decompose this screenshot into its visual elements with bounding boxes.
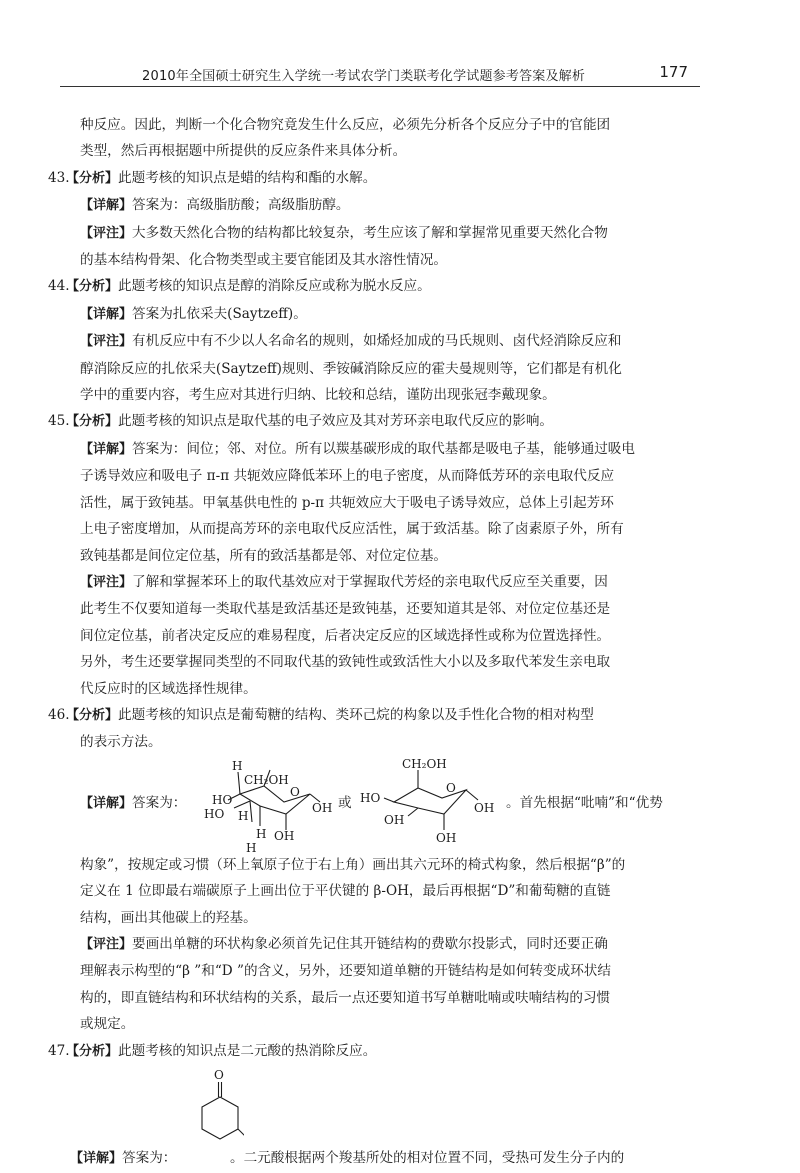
question-44-comment [66,328,706,355]
text-span: 此题考核的知识点是醇的消除反应或称为脱水反应。 [118,278,431,295]
tag-detail: 【详解】 [80,795,133,811]
question-number: 47. [48,1042,70,1059]
tag-analysis: 【分析】 [66,279,119,295]
spacer [66,1065,706,1143]
text-line: 种反应。因此，判断一个化合物究竟发生什么反应，必须先分析各个反应分子中的官能团 [80,117,611,133]
or-word: 或 [338,794,352,811]
question-number: 43. [48,169,70,186]
tag-detail: 【详解】 [80,198,133,214]
question-45-answer [66,436,706,463]
text-line: 构的，即直链结构和环状结构的关系，最后一点还要知道书写单糖吡喃或呋喃结构的习惯 [80,989,611,1006]
text-span: 此题考核的知识点是葡萄糖的结构、类环己烷的构象以及手性化合物的相对构型 [118,706,594,723]
tag-comment: 【评注】 [80,225,133,241]
text-span: 要画出单糖的环状构象必须首先记住其开链结构的费歇尔投影式，同时还要正确 [132,935,608,952]
text-span: 答案为扎依采夫(Saytzeff)。 [132,305,307,322]
glucose2-oh-1: OH [384,812,405,827]
glucose1-oh-1: OH [274,828,295,843]
question-44-answer [66,301,706,328]
text-line: 理解表示构型的“β ”和“D ”的含义，另外，还要知道单糖的开链结构是如何转变成环状结 [80,963,611,980]
text-line: 上电子密度增加，从而提高芳环的亲电取代反应活性，属于致活基。除了卤素原子外，所有 [80,521,624,538]
text-span: 此题考核的知识点是取代基的电子效应及其对芳环亲电取代反应的影响。 [118,413,554,430]
answer-label [70,1145,176,1172]
text-line: 间位定位基，前者决定反应的难易程度，后者决定反应的区域选择性或称为位置选择性。 [80,627,611,644]
text-span: 了解和掌握苯环上的取代基效应对于掌握取代芳烃的亲电取代反应至关重要，因 [132,573,608,590]
tag-analysis: 【分析】 [66,707,119,723]
text-line: 学中的重要内容，考生应对其进行归纳、比较和总结，谨防出现张冠李戴现象。 [80,387,556,404]
glucose1-ho-2: HO [204,806,225,821]
header-title: 2010年全国硕士研究生入学统一考试农学门类联考化学试题参考答案及解析 [142,69,586,84]
glucose2-oh-2: OH [436,830,457,845]
glucose1-ho-1: HO [212,792,233,807]
text-line: 的基本结构骨架、化合物类型或主要官能团及其水溶性情况。 [80,252,448,269]
text-line: 此考生不仅要知道每一类取代基是致活基还是致钝基，还要知道其是邻、对位定位基还是 [80,601,611,618]
glucose2-ho: HO [360,790,381,805]
glucose1-oh-2: OH [312,800,333,815]
glucose1-h-1: H [238,808,249,823]
text-line: 的表示方法。 [80,734,162,751]
glucose2-ch2oh: CH₂OH [402,756,447,771]
glucose2-oh-3: OH [474,800,495,815]
question-43-comment [66,220,706,247]
question-46-analysis [48,702,706,729]
glucose-chair-structure-1 [194,756,334,852]
text-line: 活性，属于致钝基。甲氧基供电性的 p-π 共轭效应大于吸电子诱导效应，总体上引起芳环 [80,494,614,511]
text-line: 结构，画出其他碳上的羟基。 [80,909,257,926]
tag-comment: 【评注】 [80,574,133,590]
text-span: 大多数天然化合物的结构都比较复杂，考生应该了解和掌握常见重要天然化合物 [132,224,608,241]
text-span: 此题考核的知识点是二元酸的热消除反应。 [118,1042,377,1059]
question-46-comment [66,931,706,958]
tag-analysis: 【分析】 [66,170,119,186]
question-47-analysis [48,1038,706,1065]
question-46-structures [66,756,706,852]
question-47-answer [66,1068,706,1173]
text-span: 答案为：间位；邻、对位。所有以羰基碳形成的取代基都是吸电子基，能够通过吸电 [132,440,635,457]
question-45-comment [66,569,706,596]
text-line: 代反应时的区域选择性规律。 [80,680,257,697]
tag-analysis: 【分析】 [66,414,119,430]
tag-comment: 【评注】 [80,334,133,350]
question-44-analysis [48,273,706,300]
tag-detail: 【详解】 [80,306,133,322]
text-line: 或规定。 [80,1016,135,1033]
glucose-chair-structure-2 [358,756,498,852]
text-line: 类型，然后再根据题中所提供的反应条件来具体分析。 [80,143,407,160]
text-line: 构象”，按规定或习惯（环上氧原子位于右上角）画出其六元环的椅式构象，然后根据“β”的 [80,856,626,873]
text-span: 答案为： [132,794,187,811]
text-span: 有机反应中有不少以人名命名的规则，如烯烃加成的马氏规则、卤代烃消除反应和 [132,333,622,350]
tag-analysis: 【分析】 [66,1043,119,1059]
text-line: 子诱导效应和吸电子 π-π 共轭效应降低苯环上的电子密度，从而降低芳环的亲电取代反应 [80,468,615,485]
running-header [60,60,700,87]
question-number: 46. [48,706,70,723]
question-43-analysis [48,165,706,192]
glucose1-h-top: H [232,758,243,773]
text-line: 另外，考生还要掌握同类型的不同取代基的致钝性或致活性大小以及多取代苯发生亲电取 [80,654,611,671]
text-span: 此题考核的知识点是蜡的结构和酯的水解。 [118,169,377,186]
answer-label [80,790,186,817]
glucose1-ring-oxygen: O [290,784,300,799]
glucose2-ring-oxygen: O [446,780,456,795]
question-45-analysis [48,408,706,435]
text-span: 。首先根据“吡喃”和“优势 [506,794,663,811]
text-line: 醇消除反应的扎依采夫(Saytzeff)规则、季铵碱消除反应的霍夫曼规则等，它们都是有机化 [80,360,622,377]
question-number: 44. [48,278,70,295]
text-span: 答案为： [122,1150,177,1166]
question-number: 45. [48,413,70,430]
tag-detail: 【详解】 [80,441,133,457]
text-span: 答案为：高级脂肪酸；高级脂肪醇。 [132,197,350,214]
tag-detail: 【详解】 [70,1151,123,1166]
glucose1-h-2: H [256,826,267,841]
ketone-oxygen: O [214,1068,224,1082]
glucose1-ch2oh: CH₂OH [244,772,289,787]
page-number: 177 [659,63,688,81]
text-line: 定义在 1 位即最右端碳原子上画出位于平伏键的 β-OH，最后再根据“D”和葡萄糖的直链 [80,883,611,900]
tag-comment: 【评注】 [80,936,133,952]
question-43-answer [66,192,706,219]
glucose1-h-3: H [246,840,257,852]
text-line: 致钝基都是间位定位基，所有的致活基都是邻、对位定位基。 [80,547,448,564]
text-span: 。二元酸根据两个羧基所处的相对位置不同，受热可发生分子内的 [230,1150,625,1166]
page-body [48,112,706,1173]
